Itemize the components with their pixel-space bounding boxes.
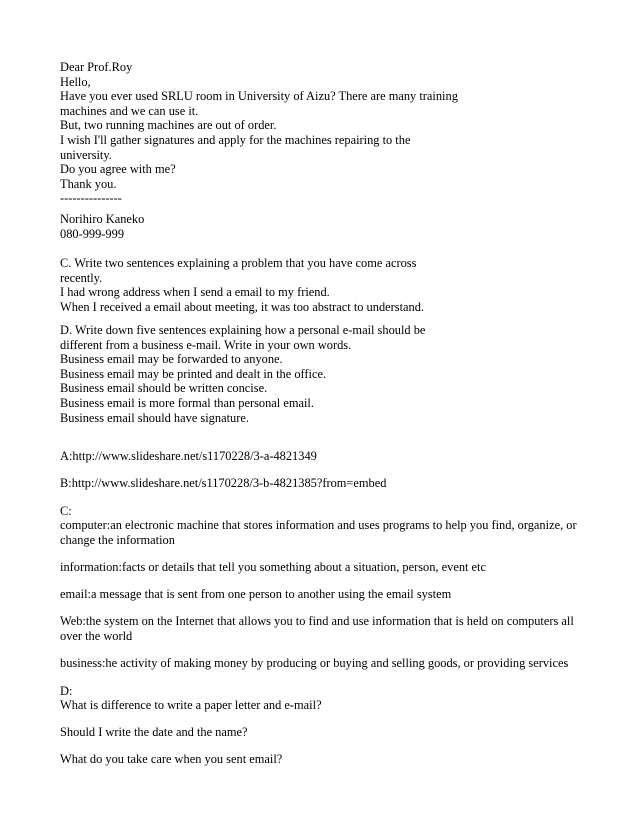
letter-line: I wish I'll gather signatures and apply for the machines repairing to the <box>60 132 411 147</box>
letter-line: university. <box>60 147 112 162</box>
glossary-business: business:he activity of making money by producing or buying and selling goods, or providing services <box>60 656 569 670</box>
letter-body <box>60 60 458 206</box>
letter-line: Thank you. <box>60 176 117 191</box>
letter-line: Hello, <box>60 74 91 89</box>
letter-line: Do you agree with me? <box>60 162 176 177</box>
signature-name: Norihiro Kaneko <box>60 212 145 226</box>
section-c <box>60 256 424 314</box>
question-2: Should I write the date and the name? <box>60 725 248 739</box>
questions-heading: D: <box>60 684 73 698</box>
section-d-line: Business email should have signature. <box>60 410 249 425</box>
section-d-line: Business email should be written concise. <box>60 381 268 396</box>
signature-block <box>60 212 144 241</box>
glossary-information: information:facts or details that tell you something about a situation, person, event etc <box>60 560 486 574</box>
section-d-line: Business email may be printed and dealt in the office. <box>60 366 327 381</box>
letter-salutation: Dear Prof.Roy <box>60 60 133 74</box>
glossary-computer: computer:an electronic machine that stores information and uses programs to help you find, organize, or change the information <box>60 518 577 547</box>
section-d <box>60 323 425 425</box>
letter-line: machines and we can use it. <box>60 103 199 118</box>
section-d-line: Business email may be forwarded to anyone. <box>60 352 283 367</box>
section-c-line: C. Write two sentences explaining a problem that you have come across <box>60 256 417 270</box>
letter-divider: --------------- <box>60 191 122 206</box>
link-b: B:http://www.slideshare.net/s1170228/3-b-4821385?from=embed <box>60 476 387 490</box>
section-c-line: recently. <box>60 270 103 285</box>
glossary-heading: C: <box>60 504 72 518</box>
question-1: What is difference to write a paper letter and e-mail? <box>60 698 322 712</box>
question-3: What do you take care when you sent email? <box>60 752 283 766</box>
section-d-line: Business email is more formal than personal email. <box>60 395 314 410</box>
section-d-line: D. Write down five sentences explaining how a personal e-mail should be <box>60 323 426 337</box>
link-a: A:http://www.slideshare.net/s1170228/3-a-4821349 <box>60 449 317 463</box>
section-c-line: I had wrong address when I send a email to my friend. <box>60 285 330 300</box>
signature-phone: 080-999-999 <box>60 226 125 241</box>
letter-line: But, two running machines are out of order. <box>60 118 277 133</box>
glossary-web: Web:the system on the Internet that allows you to find and use information that is held on computers all over the world <box>60 614 574 643</box>
letter-line: Have you ever used SRLU room in University of Aizu? There are many training <box>60 89 458 104</box>
section-d-line: different from a business e-mail. Write in your own words. <box>60 337 352 352</box>
section-c-line: When I received a email about meeting, it was too abstract to understand. <box>60 299 425 314</box>
glossary-email: email:a message that is sent from one person to another using the email system <box>60 587 452 601</box>
